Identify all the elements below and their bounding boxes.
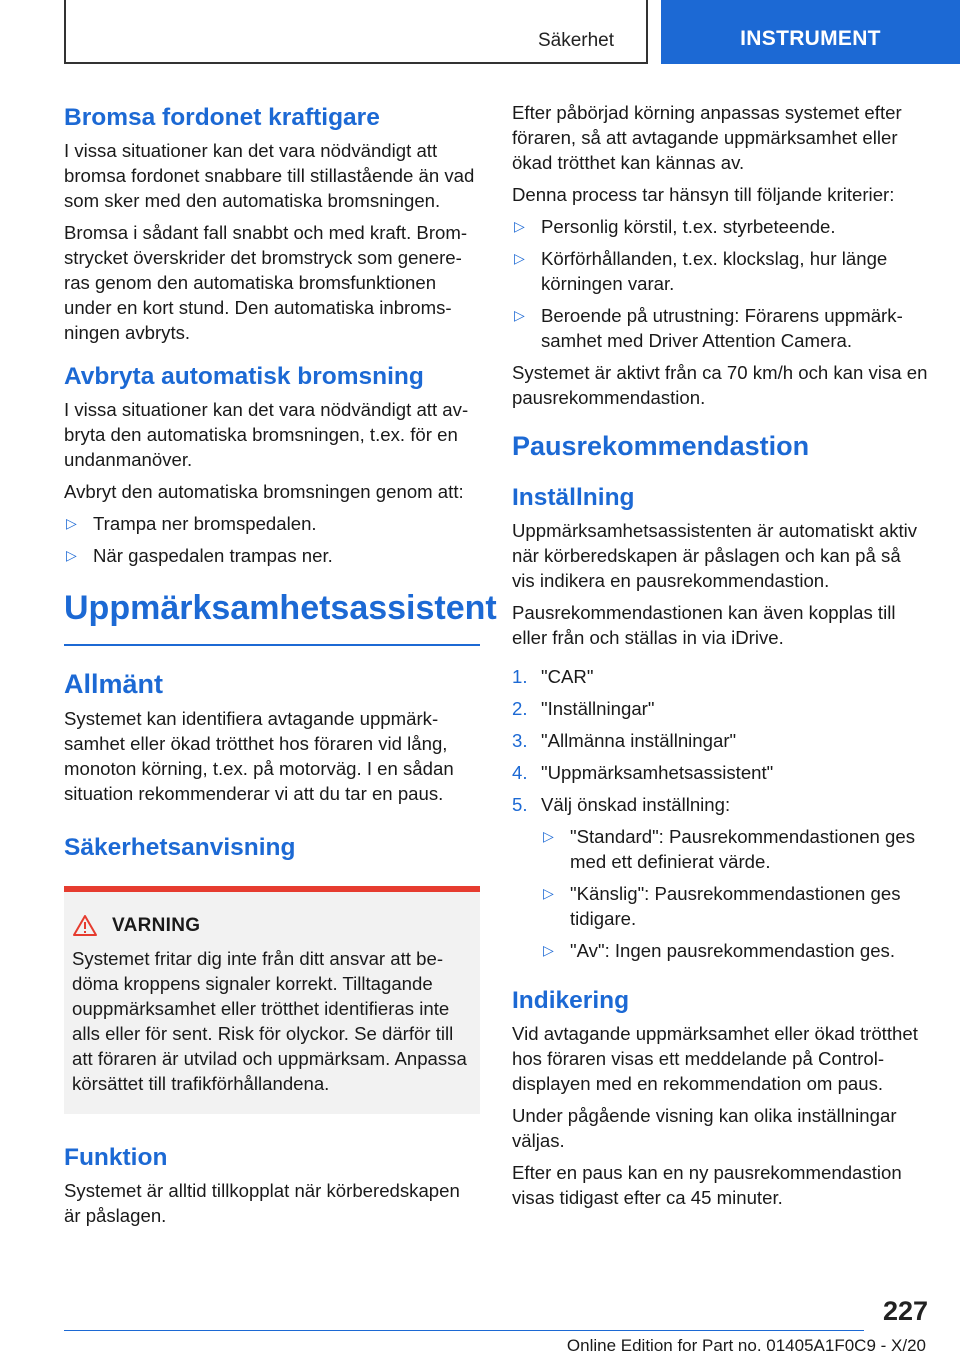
right-column	[512, 100, 928, 1217]
section-title: Säkerhet	[537, 30, 614, 51]
paragraph: Denna process tar hänsyn till följande kriterier:	[512, 184, 895, 205]
paragraph: Vid avtagande uppmärksamhet eller ökad trötthet hos föraren visas ett meddelande på Control-displayen med en rekommendation om paus.	[512, 1023, 918, 1094]
heading-sakerhet: Säkerhetsanvisning	[64, 834, 296, 861]
edition-text: Online Edition for Part no. 01405A1F0C9 - X/20	[566, 1336, 926, 1355]
chapter-tab: INSTRUMENT	[661, 0, 960, 64]
heading-indikering: Indikering	[512, 987, 630, 1014]
heading-bromsa: Bromsa fordonet kraftigare	[64, 104, 380, 131]
heading-paus: Pausrekommendastion	[512, 431, 810, 461]
triangle-bullet-icon: ▷	[66, 547, 77, 563]
paragraph: I vissa situationer kan det vara nödvändigt att avbryta den automatiska bromsningen, t.ex. för en undanmanöver.	[64, 399, 469, 470]
paragraph: Pausrekommendastionen kan även kopplas till eller från och ställas in via iDrive.	[512, 602, 896, 648]
step-item: 4. "Uppmärksamhetsassistent"	[512, 762, 774, 783]
paragraph: Systemet är alltid tillkopplat när körberedskapen är påslagen.	[64, 1180, 460, 1226]
paragraph: Efter påbörjad körning anpassas systemet efter föraren, så att avtagande uppmärksamhet eller ökad trötthet kan kännas av.	[512, 102, 902, 173]
triangle-bullet-icon: ▷	[514, 250, 525, 266]
warning-header	[72, 914, 472, 938]
triangle-bullet-icon: ▷	[543, 828, 554, 844]
step-item: 3. "Allmänna inställningar"	[512, 730, 737, 751]
triangle-bullet-icon: ▷	[543, 942, 554, 958]
paragraph: Uppmärksamhetsassistenten är automatiskt aktiv när körberedskapen är påslagen och kan på så vis indikera en pausrekommendastion.	[512, 520, 918, 591]
paragraph: Under pågående visning kan olika inställningar väljas.	[512, 1105, 897, 1151]
list-item: ▷ Trampa ner bromspedalen.	[66, 513, 317, 534]
header-frame	[64, 0, 648, 64]
heading-allmant: Allmänt	[64, 669, 164, 699]
paragraph: Efter en paus kan en ny pausrekommendastion visas tidigast efter ca 45 minuter.	[512, 1162, 902, 1208]
left-column	[64, 100, 497, 1235]
steps-list	[512, 664, 928, 963]
heading-installning: Inställning	[512, 484, 635, 511]
sub-item: ▷ "Känslig": Pausrekommendastionen ges tidigare.	[543, 883, 901, 929]
criteria-list	[512, 214, 928, 353]
page-number: 227	[882, 1296, 928, 1326]
warning-triangle-icon	[72, 914, 112, 938]
warning-text: Systemet fritar dig inte från ditt ansvar att bedöma kroppens signaler korrekt. Tilltagande ouppmärksamhet eller trötthet identifieras inte alls eller för sent. Risk för olyckor. Se därför till att föraren är utvilad och uppmärksam. Anpassa körsättet till trafikförhållandena.	[72, 948, 467, 1094]
list-item: ▷ Personlig körstil, t.ex. styrbeteende.	[514, 216, 836, 237]
paragraph: Bromsa i sådant fall snabbt och med kraft. Bromstrycket överskrider det bromstryck som genereras genom den automatiska bromsfunktionen under en kort stund. Den automatiska inbromsningen avbryts.	[64, 222, 468, 343]
paragraph: I vissa situationer kan det vara nödvändigt att bromsa fordonet snabbare till stillastående än vad som sker med den automatiska bromsningen.	[64, 140, 475, 211]
chapter-heading: Uppmärksamhetsassistent	[64, 584, 480, 646]
warning-box	[64, 886, 480, 1114]
heading-funktion: Funktion	[64, 1144, 168, 1171]
paragraph: Avbryt den automatiska bromsningen genom att:	[64, 481, 464, 502]
bullet-list	[64, 511, 480, 568]
warning-label: VARNING	[112, 915, 201, 936]
triangle-bullet-icon: ▷	[66, 515, 77, 531]
heading-avbryta: Avbryta automatisk bromsning	[64, 363, 424, 390]
paragraph: Systemet är aktivt från ca 70 km/h och kan visa en pausrekommendastion.	[512, 362, 928, 408]
list-item: ▷ Körförhållanden, t.ex. klockslag, hur länge körningen varar.	[514, 248, 888, 294]
list-item: ▷ Beroende på utrustning: Förarens uppmärksamhet med Driver Attention Camera.	[514, 305, 903, 351]
sub-item: ▷ "Standard": Pausrekommendastionen ges med ett definierat värde.	[543, 826, 915, 872]
sub-options-list	[541, 824, 928, 963]
sub-item: ▷ "Av": Ingen pausrekommendastion ges.	[543, 940, 896, 961]
footer-divider	[64, 1330, 864, 1331]
triangle-bullet-icon: ▷	[514, 218, 525, 234]
step-item: 2. "Inställningar"	[512, 698, 655, 719]
step-item: 5. Välj önskad inställning: ▷ "Standard": Pausrekommendastionen ges med ett definierat värde. ▷ "Känslig": Pausrekommendastionen ges tidigare. ▷ "Av": Ingen pausrekommendastion ges.	[512, 792, 928, 963]
triangle-bullet-icon: ▷	[543, 885, 554, 901]
triangle-bullet-icon: ▷	[514, 307, 525, 323]
list-item: ▷ När gaspedalen trampas ner.	[66, 545, 333, 566]
step-item: 1. "CAR"	[512, 666, 594, 687]
paragraph: Systemet kan identifiera avtagande uppmärksamhet eller ökad trötthet hos föraren vid lång, monoton körning, t.ex. på motorväg. I en sådan situation rekommenderar vi att du tar en paus.	[64, 708, 454, 804]
